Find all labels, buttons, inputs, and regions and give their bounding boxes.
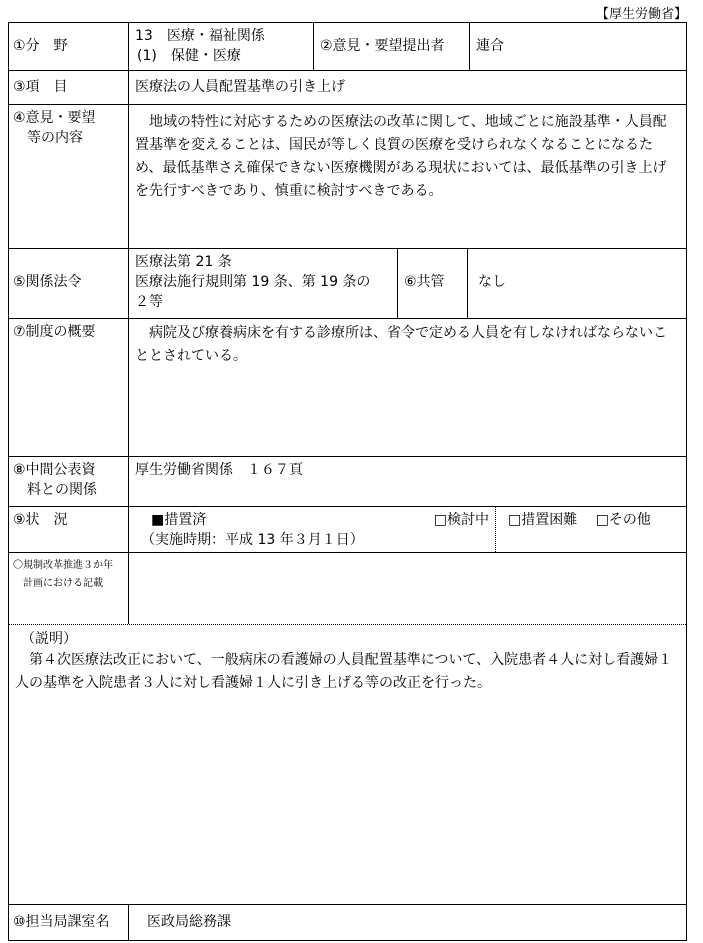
bureau-label: ⑩担当局課室名 xyxy=(9,905,129,940)
joint-value: なし xyxy=(467,249,686,318)
row-opinion xyxy=(9,105,686,249)
status-done-checkbox[interactable]: ■措置済 xyxy=(151,512,207,528)
laws-value xyxy=(129,249,397,318)
row-item xyxy=(9,71,686,105)
interim-label-line-1: ⑧中間公表資 xyxy=(13,462,96,478)
row-system xyxy=(9,319,686,457)
interim-value: 厚生労働省関係 １６７頁 xyxy=(135,462,303,478)
laws-line-1: 医療法第 21 条 xyxy=(135,254,232,270)
plan-label xyxy=(9,553,129,624)
opinion-label-line-1: ④意見・要望 xyxy=(13,110,96,126)
row-laws xyxy=(9,249,686,319)
status-difficult-checkbox[interactable]: □措置困難 xyxy=(508,512,578,528)
opinion-value: 地域の特性に対応するための医療法の改革に関して、地域ごとに施設基準・人員配置基準を変えることは、国民が等しく良質の医療を受けられなくなることになるため、最低基準さえ確保できない医療機関がある現状においては、最低基準の引き上げを先行すべきであり、慎重に検討すべきである。 xyxy=(135,114,667,199)
status-label: ⑨状 況 xyxy=(9,507,129,552)
field-value xyxy=(129,23,313,70)
row-interim xyxy=(9,457,686,507)
explanation-value: 第４次医療法改正において、一般病床の看護婦の人員配置基準について、入院患者４人に対し看護婦１人の基準を入院患者３人に対し看護婦１人に引き上げる等の改正を行った。 xyxy=(15,652,673,691)
status-date: （実施時期：平成 13 年３月１日） xyxy=(141,532,364,548)
status-other-checkbox[interactable]: □その他 xyxy=(595,512,651,528)
status-other-options xyxy=(495,507,686,552)
row-field xyxy=(9,23,686,71)
explanation-heading: （説明） xyxy=(21,631,77,647)
opinion-label xyxy=(9,105,129,248)
laws-label: ⑤関係法令 xyxy=(9,249,129,318)
system-label: ⑦制度の概要 xyxy=(9,319,129,456)
row-explanation xyxy=(9,625,686,905)
interim-label xyxy=(9,457,129,506)
field-line-2: (1) 保健・医療 xyxy=(137,48,241,64)
interim-label-line-2: 料との関係 xyxy=(27,482,97,498)
row-bureau xyxy=(9,905,686,940)
submitter-value: 連合 xyxy=(469,23,686,70)
laws-line-2: 医療法施行規則第 19 条、第 19 条の xyxy=(135,274,371,290)
field-label: ①分 野 xyxy=(9,23,129,70)
plan-label-line-2: 計画における記載 xyxy=(23,578,103,589)
item-label: ③項 目 xyxy=(9,71,129,104)
opinion-label-line-2: 等の内容 xyxy=(27,130,83,146)
system-value: 病院及び療養病床を有する診療所は、省令で定める人員を有しなければならないこととされている。 xyxy=(135,325,667,364)
row-status xyxy=(9,507,686,553)
item-value: 医療法の人員配置基準の引き上げ xyxy=(135,79,345,95)
joint-label: ⑥共管 xyxy=(397,249,467,318)
status-main xyxy=(129,507,495,552)
plan-label-line-1: 〇規制改革推進３か年 xyxy=(13,560,113,571)
status-reviewing-checkbox[interactable]: □検討中 xyxy=(433,512,489,528)
submitter-label: ②意見・要望提出者 xyxy=(313,23,469,70)
bureau-value: 医政局総務課 xyxy=(147,914,231,930)
opinion-form-table xyxy=(8,22,687,941)
laws-line-3: ２等 xyxy=(135,294,163,310)
ministry-name: 【厚生労働省】 xyxy=(595,7,687,22)
plan-value xyxy=(129,553,686,624)
explanation-section xyxy=(9,625,686,904)
row-plan xyxy=(9,553,686,625)
field-line-1: 13 医療・福祉関係 xyxy=(135,28,265,44)
